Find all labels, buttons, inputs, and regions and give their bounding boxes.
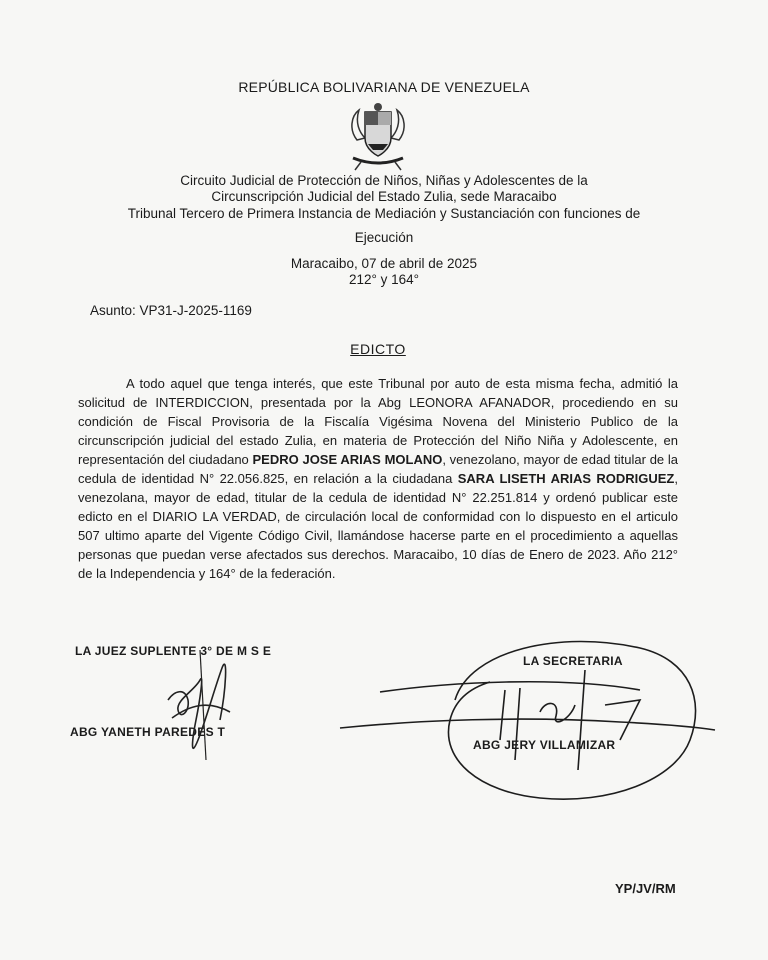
body-text-2: , venezolano, mayor de edad titular de la cedula de identidad N° 22.056.825, en relación a la ciudadana	[78, 452, 678, 486]
body-text-1: A todo aquel que tenga interés, que este Tribunal por auto de esta misma fecha, admitió la solicitud de INTERDICCION, presentada por la Abg LEONORA AFANADOR, procediendo en su condición de Fiscal Provisoria de la Fiscalía Vigésima Novena del Ministerio Publico de la circunscripción judicial del estado Zulia, en materia de Protección del Niño Niña y Adolescente, en representación del ciudadano	[78, 376, 678, 467]
date-line: Maracaibo, 07 de abril de 2025	[290, 256, 478, 271]
case-number: Asunto: VP31-J-2025-1169	[90, 303, 252, 318]
document-title: EDICTO	[350, 341, 406, 357]
court-line-4: Ejecución	[354, 230, 414, 245]
court-line-3: Tribunal Tercero de Primera Instancia de Mediación y Sustanciación con funciones de	[127, 206, 641, 221]
secretary-stamp-signature	[340, 641, 715, 799]
judge-name: ABG YANETH PAREDES T	[70, 725, 226, 739]
judge-signature	[168, 650, 230, 760]
body-text-3: , venezolana, mayor de edad, titular de la cedula de identidad N° 22.251.814 y ordenó publicar este edicto en el DIARIO LA VERDAD, de circulación local de conformidad con lo dispuesto en el articulo 507 ultimo aparte del Vigente Código Civil, llamándose hacerse parte en el procedimiento a aquellas personas que puedan verse afectados sus derechos. Maracaibo, 10 días de Enero de 2023. Año 212° de la Independencia y 164° de la federación.	[78, 471, 678, 581]
republic-heading: REPÚBLICA BOLIVARIANA DE VENEZUELA	[238, 79, 530, 95]
secretary-title: LA SECRETARIA	[523, 654, 623, 668]
court-line-1: Circuito Judicial de Protección de Niños, Niñas y Adolescentes de la	[180, 173, 588, 188]
subject-name: SARA LISETH ARIAS RODRIGUEZ	[457, 471, 675, 486]
petitioner-name: PEDRO JOSE ARIAS MOLANO	[252, 452, 443, 467]
court-line-2: Circunscripción Judicial del Estado Zulia, sede Maracaibo	[211, 189, 557, 204]
judge-title: LA JUEZ SUPLENTE 3° DE M S E	[75, 644, 272, 658]
secretary-name: ABG JERY VILLAMIZAR	[473, 738, 616, 752]
reference-initials: YP/JV/RM	[615, 881, 676, 896]
years-line: 212° y 164°	[348, 272, 420, 287]
